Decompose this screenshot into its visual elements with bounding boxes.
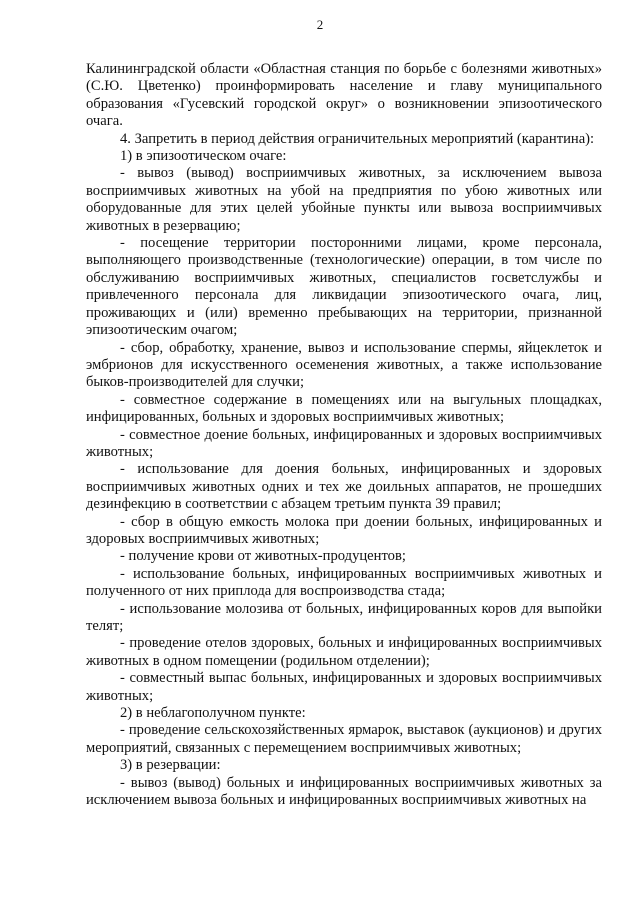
list-item: - проведение отелов здоровых, больных и инфицированных восприимчивых животных в одном помещении (родильном отделении); bbox=[86, 635, 602, 669]
list-item: - проведение сельскохозяйственных ярмарок, выставок (аукционов) и других мероприятий, связанных с перемещением восприимчивых животных; bbox=[86, 722, 602, 756]
list-item: - вывоз (вывод) больных и инфицированных восприимчивых животных за исключением вывоза больных и инфицированных восприимчивых животных на bbox=[86, 774, 602, 809]
list-item: - использование молозива от больных, инфицированных коров для выпойки телят; bbox=[86, 600, 602, 634]
subheading-unfavorable-locality: 2) в неблагополучном пункте: bbox=[120, 705, 306, 722]
list-item: - посещение территории посторонними лицами, кроме персонала, выполняющего производственные (технологические) операции, в том числе по обслуживанию восприимчивых животных, специалистов госветслужбы и привлеченного персонала для ликвидации эпизоотического очага, лиц, проживающих и (или) временно пребывающих на территории, признанной эпизоотическим очагом; bbox=[86, 235, 602, 339]
subheading-reservation: 3) в резервации: bbox=[120, 757, 221, 774]
list-item: - использование больных, инфицированных восприимчивых животных и полученного от них приплода для воспроизводства стада; bbox=[86, 565, 602, 600]
list-item: - совместный выпас больных, инфицированных и здоровых восприимчивых животных; bbox=[86, 670, 602, 704]
list-item: - совместное доение больных, инфицированных и здоровых восприимчивых животных; bbox=[86, 426, 602, 460]
document-body bbox=[86, 61, 602, 809]
list-item: - использование для доения больных, инфицированных и здоровых восприимчивых животных одних и тех же доильных аппаратов, не прошедших дезинфекцию в соответствии с абзацем третьим пункта 39 правил; bbox=[86, 461, 602, 513]
subheading-episootic-focus: 1) в эпизоотическом очаге: bbox=[120, 148, 287, 165]
list-item: - вывоз (вывод) восприимчивых животных, за исключением вывоза восприимчивых животных на убой на предприятия по убою животных или оборудованные для этих целей убойные пункты или вывоза восприимчивых животных в резервацию; bbox=[86, 165, 602, 234]
list-item: - совместное содержание в помещениях или на выгульных площадках, инфицированных, больных и здоровых восприимчивых животных; bbox=[86, 391, 602, 426]
list-item: - сбор, обработку, хранение, вывоз и использование спермы, яйцеклеток и эмбрионов для искусственного осеменения животных, а также использование быков-производителей для случки; bbox=[86, 339, 602, 391]
paragraph-item-4: 4. Запретить в период действия ограничительных мероприятий (карантина): bbox=[120, 130, 595, 147]
paragraph-intro-continuation: Калининградской области «Областная станция по борьбе с болезнями животных» (С.Ю. Цветенко) проинформировать население и главу муниципального образования «Гусевский городской округ» о возникновении эпизоотического очага. bbox=[86, 61, 602, 130]
page-number: 2 bbox=[316, 17, 324, 32]
list-item: - сбор в общую емкость молока при доении больных, инфицированных и здоровых восприимчивых животных; bbox=[86, 513, 602, 547]
list-item: - получение крови от животных-продуцентов; bbox=[120, 548, 406, 565]
